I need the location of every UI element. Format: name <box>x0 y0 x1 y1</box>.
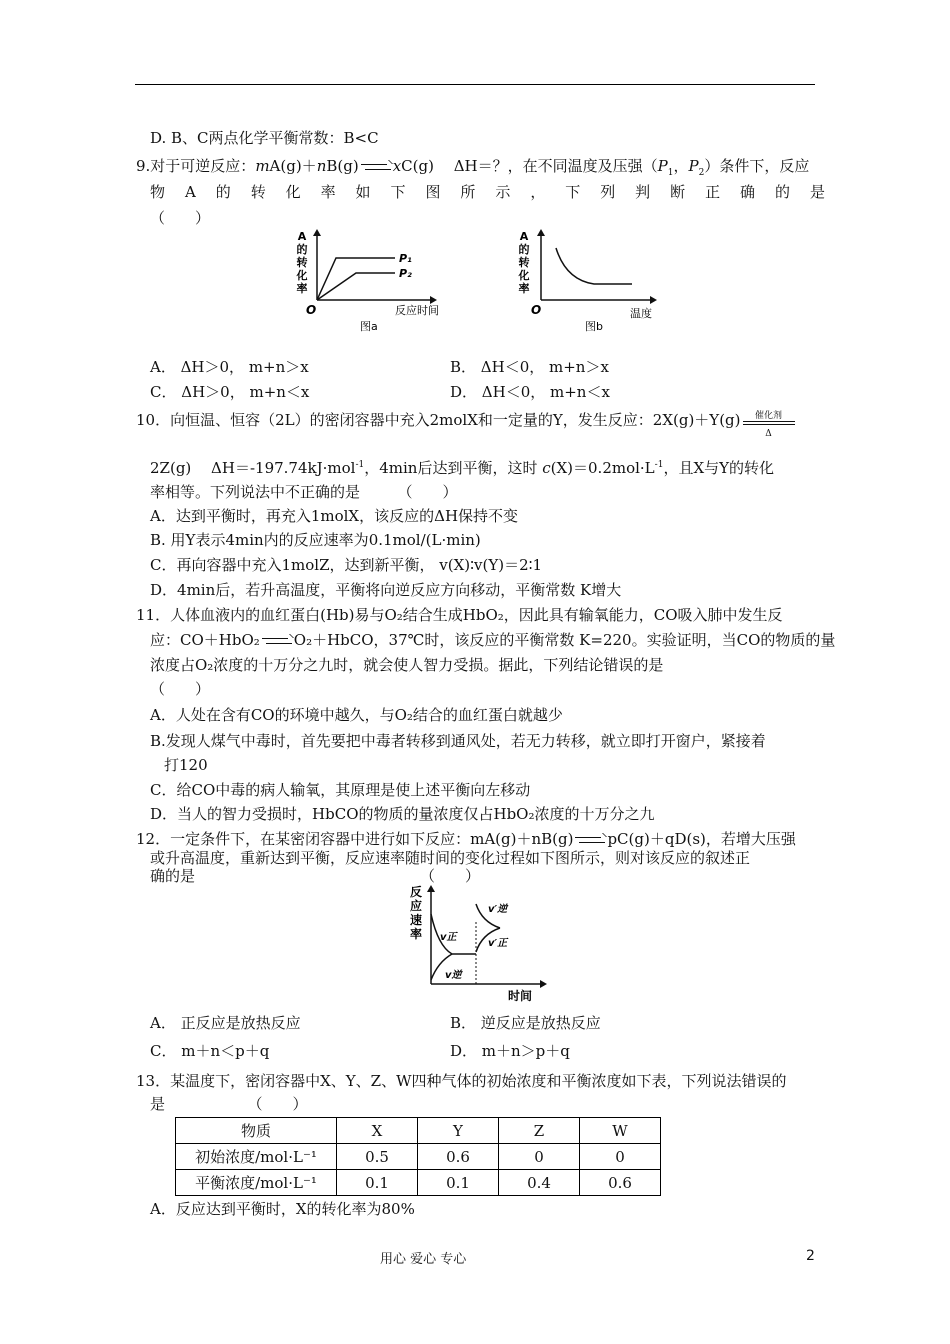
q12-answer-paren: （ ） <box>420 867 481 885</box>
q9-stem-line2: 物 A 的 转 化 率 如 下 图 所 示 ， 下 列 判 断 正 确 的 是 <box>150 183 825 201</box>
q9-stem-line1: 9.对于可逆反应：mA(g)＋nB(g) xC(g) ΔH＝？，在不同温度及压强（$P_1$，$P_2$）条件下，反应 <box>136 157 810 178</box>
q9-option-d: D． ΔH＜0， m+n＜x <box>450 383 610 401</box>
equilibrium-arrow-icon <box>575 833 605 847</box>
svg-text:A: A <box>519 230 529 243</box>
q12-option-b: B． 逆反应是放热反应 <box>450 1014 601 1032</box>
q13-stem-line2: 是 （ ） <box>150 1095 308 1113</box>
q10-option-a: A．达到平衡时，再充入1molX，该反应的ΔH保持不变 <box>150 507 519 525</box>
q11-option-c: C．给CO中毒的病人输氧，其原理是使上述平衡向左移动 <box>150 781 531 799</box>
graph-b-x-arrow-icon <box>650 296 657 304</box>
equilibrium-arrow-icon <box>262 634 292 648</box>
table-row <box>176 1170 661 1196</box>
q11-option-a: A．人处在含有CO的环境中越久，与O₂结合的血红蛋白就越少 <box>150 706 563 724</box>
q12-option-d: D． m＋n＞p＋q <box>450 1042 570 1060</box>
graph-a-curve-p2 <box>317 273 395 300</box>
graph-b <box>512 228 672 338</box>
q10-stem-line3: 率相等。下列说法中不正确的是 （ ） <box>150 483 458 501</box>
graph-b-curve <box>556 248 632 284</box>
q13-option-a: A．反应达到平衡时，X的转化率为80% <box>150 1200 415 1218</box>
svg-text:图b: 图b <box>585 320 603 333</box>
header-rule <box>135 84 815 85</box>
table-header-cell: X <box>337 1118 418 1144</box>
svg-text:的: 的 <box>296 243 308 256</box>
svg-text:O: O <box>531 303 542 317</box>
table-header-cell: Y <box>418 1118 499 1144</box>
graph-a-y-arrow-icon <box>313 229 321 236</box>
svg-text:率: 率 <box>409 927 423 941</box>
graph-a <box>290 228 460 338</box>
q9-answer-paren: （ ） <box>150 209 211 227</box>
svg-text:化: 化 <box>296 269 308 282</box>
svg-text:O: O <box>306 303 317 317</box>
q10-option-b: B. 用Y表示4min内的反应速率为0.1mol/(L·min) <box>150 531 481 549</box>
q10-stem-line2: 2Z(g) ΔH＝-197.74kJ·mol$^{-1}$，4min后达到平衡，这时 $c(X)=0.2mol\cdot L^{-1}$，且X与Y的转化 <box>150 459 775 477</box>
svg-text:化: 化 <box>518 269 530 282</box>
graph-a-curve-p1 <box>317 258 395 300</box>
catalyst-equilibrium-arrow-icon: 催化剂 Δ <box>743 410 795 432</box>
svg-text:P₁: P₁ <box>399 252 412 265</box>
q11-option-d: D．当人的智力受损时，HbCO的物质的量浓度仅占HbO₂浓度的十万分之九 <box>150 805 655 823</box>
q10-option-c: C．再向容器中充入1molZ，达到新平衡， v(X)∶v(Y)＝2∶1 <box>150 556 543 574</box>
table-cell: 0.6 <box>418 1144 499 1170</box>
svg-text:v′逆: v′逆 <box>488 904 508 915</box>
svg-text:率: 率 <box>518 282 530 295</box>
q11-answer-paren: （ ） <box>150 680 211 698</box>
q12-option-c: C． m＋n＜p＋q <box>150 1042 270 1060</box>
q9-option-a: A． ΔH＞0， m+n＞x <box>150 358 309 376</box>
table-cell: 0.4 <box>499 1170 580 1196</box>
page-number: 2 <box>806 1248 815 1264</box>
table-header-cell: Z <box>499 1118 580 1144</box>
svg-text:时间: 时间 <box>508 989 533 1003</box>
table-header-cell: 物质 <box>176 1118 337 1144</box>
q12-stem-line2: 或升高温度，重新达到平衡，反应速率随时间的变化过程如下图所示，则对该反应的叙述正 <box>150 849 751 867</box>
graph-c-y-arrow-icon <box>427 885 435 892</box>
table-header-cell: W <box>580 1118 661 1144</box>
table-cell: 初始浓度/mol·L⁻¹ <box>176 1144 337 1170</box>
graph-b-y-arrow-icon <box>537 229 545 236</box>
svg-text:P₂: P₂ <box>399 267 412 280</box>
q11-stem-line3: 浓度占O₂浓度的十万分之九时，就会使人智力受损。据此，下列结论错误的是 <box>150 656 664 674</box>
table-cell: 0 <box>580 1144 661 1170</box>
svg-text:图a: 图a <box>360 320 378 333</box>
svg-text:反: 反 <box>409 885 423 899</box>
q12-option-a: A． 正反应是放热反应 <box>150 1014 301 1032</box>
svg-text:反应时间: 反应时间 <box>395 304 439 317</box>
q8-option-d: D. B、C两点化学平衡常数：B<C <box>150 129 379 147</box>
table-row <box>176 1144 661 1170</box>
table-cell: 0.5 <box>337 1144 418 1170</box>
svg-text:的: 的 <box>518 243 530 256</box>
q10-stem-line1: 10．向恒温、恒容（2L）的密闭容器中充入2molX和一定量的Y，发生反应：2X(g)＋Y(g) 催化剂 Δ <box>136 410 797 432</box>
table-cell: 0 <box>499 1144 580 1170</box>
q13-stem-line1: 13．某温度下，密闭容器中X、Y、Z、W四种气体的初始浓度和平衡浓度如下表，下列说法错误的 <box>136 1072 787 1090</box>
q10-option-d: D．4min后，若升高温度，平衡将向逆反应方向移动，平衡常数 K增大 <box>150 581 622 599</box>
q12-stem-line1: 12．一定条件下，在某密闭容器中进行如下反应：mA(g)＋nB(g) pC(g)＋qD(s)，若增大压强 <box>136 830 796 848</box>
equilibrium-arrow-icon <box>361 160 391 174</box>
q11-option-b-line1: B.发现人煤气中毒时，首先要把中毒者转移到通风处，若无力转移，就立即打开窗户，紧接着 <box>150 732 766 750</box>
q11-stem-line1: 11．人体血液内的血红蛋白(Hb)易与O₂结合生成HbO₂，因此具有输氧能力，CO吸入肺中发生反 <box>136 606 783 624</box>
concentration-table <box>175 1117 661 1196</box>
svg-text:速: 速 <box>409 913 423 927</box>
svg-text:温度: 温度 <box>630 307 652 320</box>
q12-stem-line3: 确的是 <box>150 867 196 885</box>
svg-text:转: 转 <box>296 256 308 269</box>
table-cell: 平衡浓度/mol·L⁻¹ <box>176 1170 337 1196</box>
svg-text:率: 率 <box>296 282 308 295</box>
q11-option-b-line2: 打120 <box>164 756 208 774</box>
svg-text:A: A <box>297 230 307 243</box>
svg-text:应: 应 <box>409 899 423 913</box>
table-cell: 0.1 <box>337 1170 418 1196</box>
graph-rate-time <box>404 882 554 1004</box>
q9-option-b: B． ΔH＜0， m+n＞x <box>450 358 609 376</box>
table-cell: 0.6 <box>580 1170 661 1196</box>
q11-stem-line2: 应：CO＋HbO₂ O₂＋HbCO，37℃时，该反应的平衡常数 K=220。实验证明，当CO的物质的量 <box>150 631 836 649</box>
svg-text:v正: v正 <box>440 932 457 943</box>
graph-a-x-arrow-icon <box>430 296 437 304</box>
table-header-row <box>176 1118 661 1144</box>
svg-text:v逆: v逆 <box>445 970 462 981</box>
footer-motto: 用心 爱心 专心 <box>380 1252 467 1267</box>
graph-c-x-arrow-icon <box>540 980 547 988</box>
svg-text:v′正: v′正 <box>488 938 508 949</box>
table-cell: 0.1 <box>418 1170 499 1196</box>
svg-text:转: 转 <box>518 256 530 269</box>
q9-option-c: C． ΔH＞0， m+n＜x <box>150 383 310 401</box>
